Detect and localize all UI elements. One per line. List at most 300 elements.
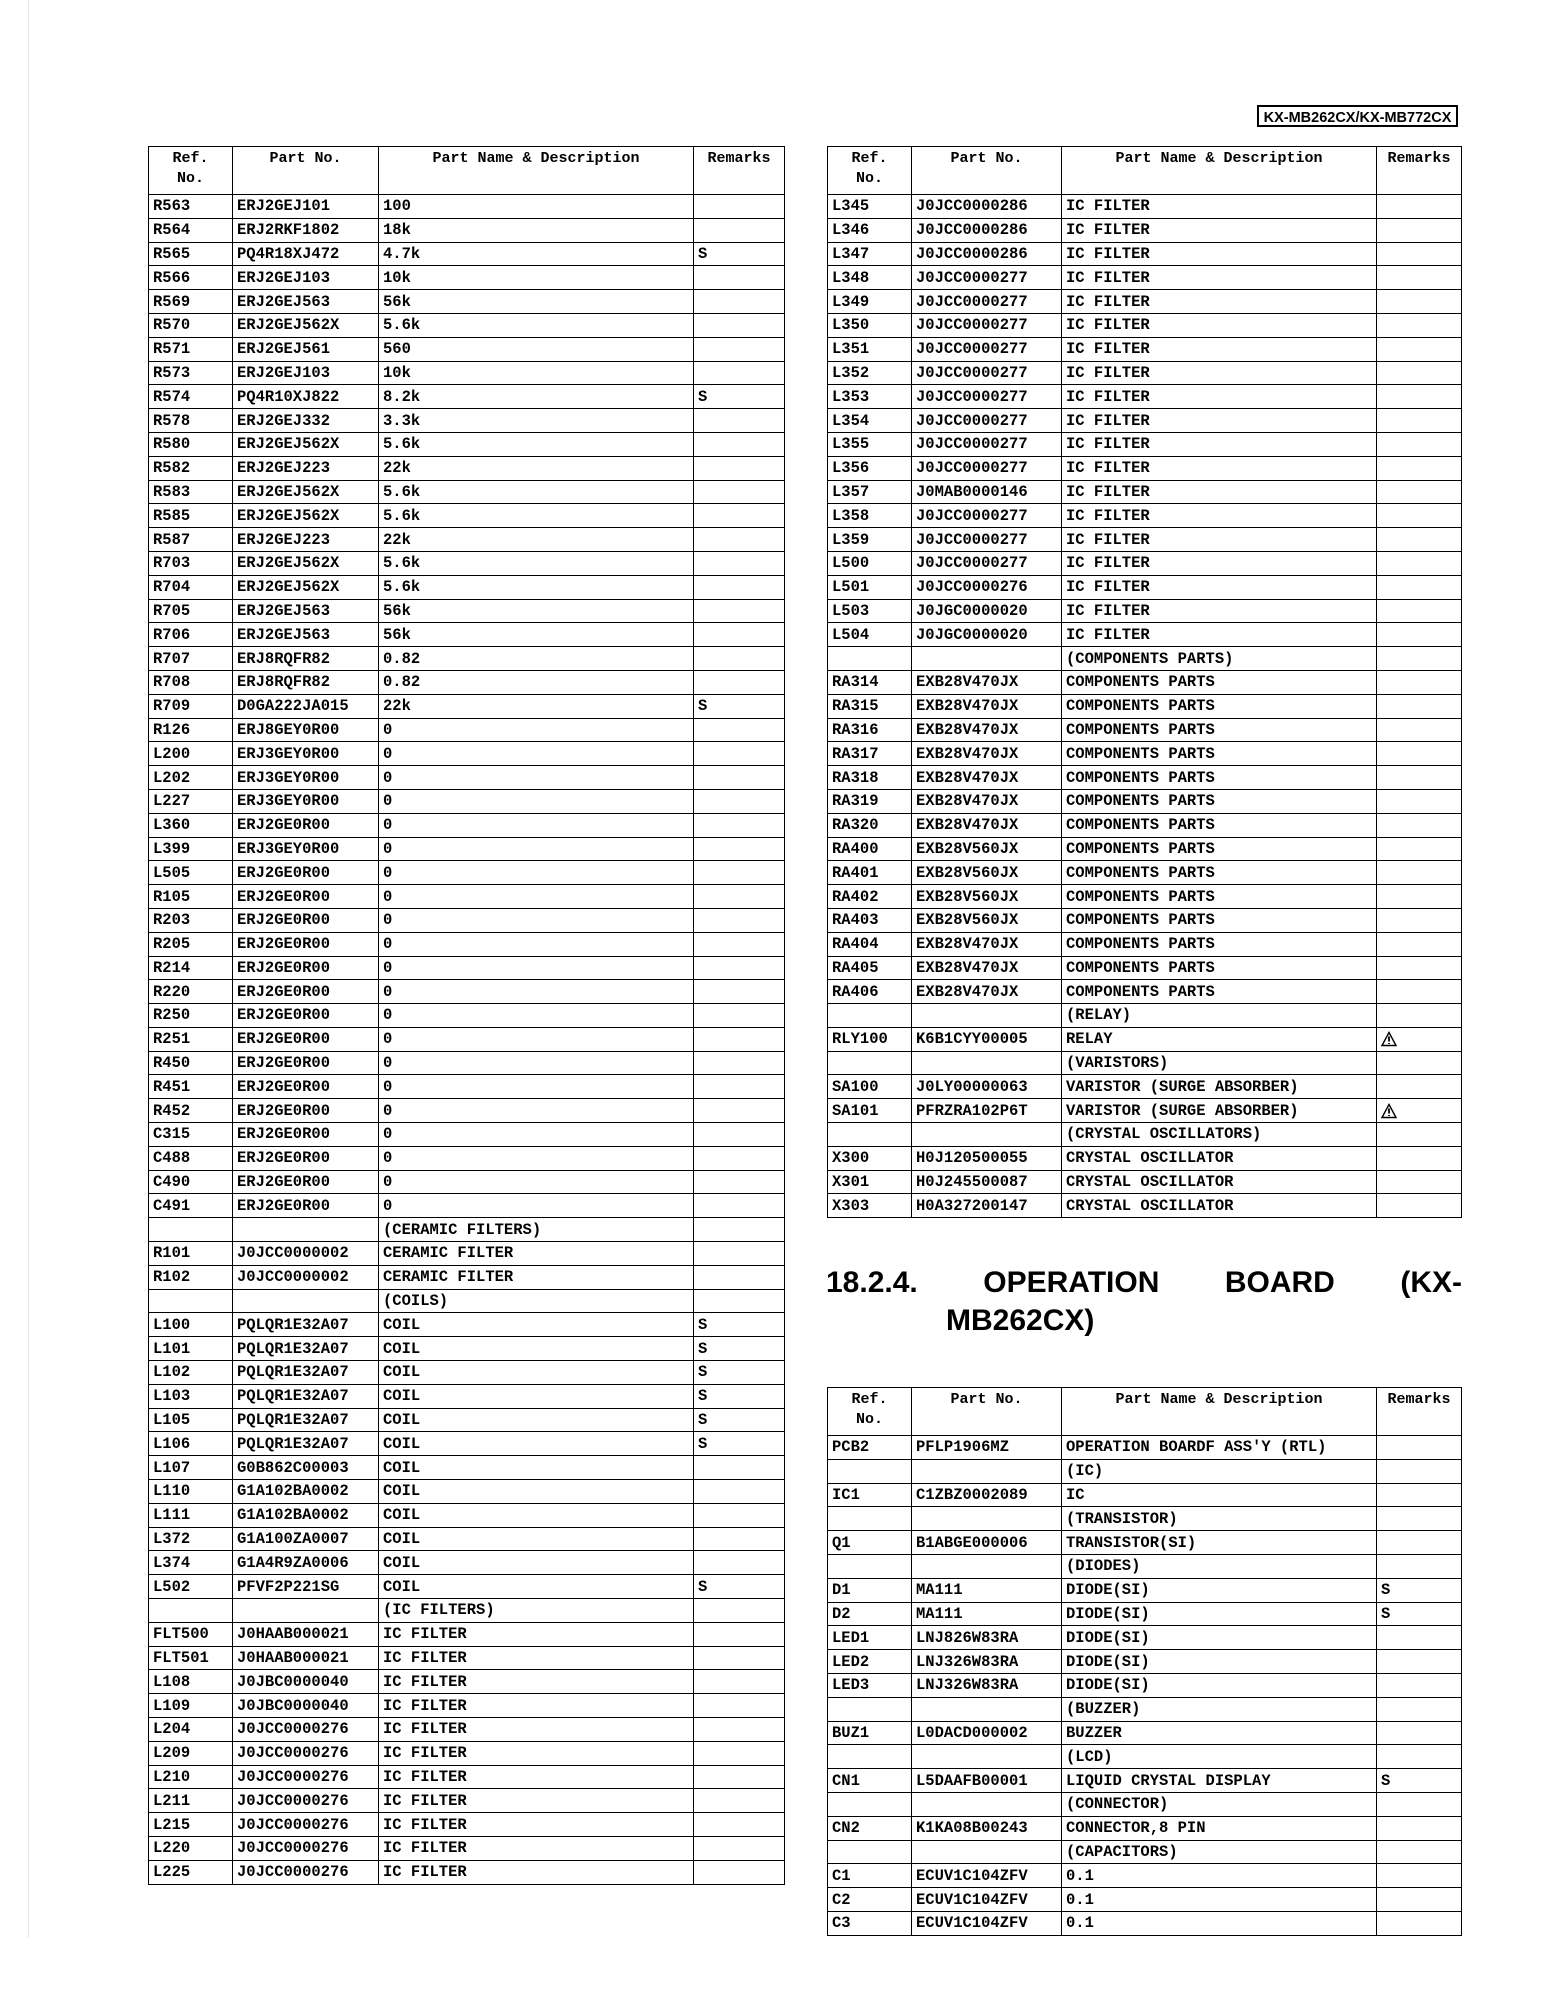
- desc-cell: COIL: [379, 1384, 694, 1408]
- ref-cell: [828, 647, 912, 671]
- desc-cell: 560: [379, 337, 694, 361]
- table-row: [149, 1123, 785, 1147]
- ref-cell: R564: [149, 218, 233, 242]
- warning-triangle-icon: [1381, 1031, 1397, 1047]
- desc-cell: DIODE(SI): [1062, 1602, 1377, 1626]
- table-row: [149, 551, 785, 575]
- remarks-cell: [694, 1694, 785, 1718]
- remarks-cell: [694, 195, 785, 219]
- remarks-cell: [694, 1741, 785, 1765]
- table-row: [149, 789, 785, 813]
- desc-cell: IC FILTER: [1062, 432, 1377, 456]
- table-row: [149, 1004, 785, 1028]
- desc-cell: IC FILTER: [1062, 266, 1377, 290]
- table-row: [828, 1483, 1462, 1507]
- table-row: [149, 290, 785, 314]
- remarks-cell: [1377, 885, 1462, 909]
- table-row: [828, 789, 1462, 813]
- ref-cell: L204: [149, 1718, 233, 1742]
- partno-cell: ERJ8RQFR82: [233, 670, 379, 694]
- desc-cell: IC FILTER: [379, 1646, 694, 1670]
- desc-cell: COIL: [379, 1408, 694, 1432]
- partno-cell: [912, 1004, 1062, 1028]
- table-row: [149, 1408, 785, 1432]
- desc-cell: IC FILTER: [379, 1765, 694, 1789]
- table-row: [149, 528, 785, 552]
- desc-cell: IC FILTER: [379, 1813, 694, 1837]
- ref-cell: R563: [149, 195, 233, 219]
- remarks-cell: [1377, 1194, 1462, 1218]
- partno-cell: J0HAAB000021: [233, 1622, 379, 1646]
- ref-cell: L225: [149, 1860, 233, 1884]
- partno-cell: J0JCC0000277: [912, 266, 1062, 290]
- ref-cell: FLT501: [149, 1646, 233, 1670]
- ref-cell: LED1: [828, 1626, 912, 1650]
- table-row: [828, 290, 1462, 314]
- desc-cell: (RELAY): [1062, 1004, 1377, 1028]
- desc-cell: VARISTOR (SURGE ABSORBER): [1062, 1075, 1377, 1099]
- desc-cell: COIL: [379, 1361, 694, 1385]
- partno-cell: J0JCC0000276: [233, 1741, 379, 1765]
- table-header: [828, 1388, 1462, 1436]
- partno-cell: ECUV1C104ZFV: [912, 1864, 1062, 1888]
- table-row: [828, 1554, 1462, 1578]
- desc-cell: CERAMIC FILTER: [379, 1242, 694, 1266]
- partno-cell: ERJ2GEJ562X: [233, 432, 379, 456]
- partno-cell: ERJ2GE0R00: [233, 956, 379, 980]
- table-row: [828, 1888, 1462, 1912]
- table-row: [149, 1456, 785, 1480]
- remarks-cell: [1377, 1459, 1462, 1483]
- remarks-cell: [694, 1075, 785, 1099]
- desc-cell: 0: [379, 1194, 694, 1218]
- desc-cell: IC FILTER: [1062, 528, 1377, 552]
- partno-cell: ERJ2GE0R00: [233, 1075, 379, 1099]
- table-row: [828, 1123, 1462, 1147]
- partno-cell: J0JBC0000040: [233, 1694, 379, 1718]
- desc-cell: IC FILTER: [379, 1670, 694, 1694]
- table-row: [149, 718, 785, 742]
- remarks-cell: [1377, 1721, 1462, 1745]
- partno-cell: ERJ2GE0R00: [233, 1027, 379, 1051]
- remarks-cell: [1377, 1745, 1462, 1769]
- desc-cell: 3.3k: [379, 409, 694, 433]
- ref-cell: RA319: [828, 789, 912, 813]
- remarks-cell: [694, 861, 785, 885]
- remarks-cell: [694, 908, 785, 932]
- table-row: [828, 599, 1462, 623]
- ref-cell: R203: [149, 908, 233, 932]
- ref-cell: R706: [149, 623, 233, 647]
- desc-cell: COMPONENTS PARTS: [1062, 837, 1377, 861]
- partno-cell: J0JCC0000002: [233, 1242, 379, 1266]
- partno-cell: J0LY00000063: [912, 1075, 1062, 1099]
- desc-cell: IC FILTER: [1062, 551, 1377, 575]
- ref-cell: LED2: [828, 1650, 912, 1674]
- ref-cell: R101: [149, 1242, 233, 1266]
- ref-cell: R569: [149, 290, 233, 314]
- remarks-cell: [1377, 599, 1462, 623]
- table-row: [149, 504, 785, 528]
- ref-cell: [828, 1840, 912, 1864]
- ref-cell: L110: [149, 1480, 233, 1504]
- remarks-cell: [694, 575, 785, 599]
- partno-cell: EXB28V560JX: [912, 908, 1062, 932]
- remarks-cell: S: [694, 1432, 785, 1456]
- desc-cell: COIL: [379, 1575, 694, 1599]
- remarks-cell: [694, 1670, 785, 1694]
- remarks-cell: [694, 1551, 785, 1575]
- table-row: [828, 647, 1462, 671]
- ref-cell: L504: [828, 623, 912, 647]
- remarks-cell: S: [1377, 1578, 1462, 1602]
- table-row: [828, 313, 1462, 337]
- remarks-cell: [1377, 290, 1462, 314]
- partno-cell: ERJ2GE0R00: [233, 813, 379, 837]
- remarks-cell: [694, 1194, 785, 1218]
- partno-cell: ERJ8RQFR82: [233, 647, 379, 671]
- remarks-cell: [694, 718, 785, 742]
- desc-cell: 18k: [379, 218, 694, 242]
- remarks-cell: [1377, 956, 1462, 980]
- ref-cell: [828, 1554, 912, 1578]
- table-row: [149, 1337, 785, 1361]
- ref-cell: X301: [828, 1170, 912, 1194]
- desc-cell: COIL: [379, 1313, 694, 1337]
- partno-cell: K6B1CYY00005: [912, 1027, 1062, 1051]
- partno-cell: EXB28V470JX: [912, 694, 1062, 718]
- ref-cell: L349: [828, 290, 912, 314]
- remarks-cell: [694, 1527, 785, 1551]
- remarks-cell: [694, 1027, 785, 1051]
- desc-cell: 0: [379, 1051, 694, 1075]
- col-partno-header: Part No.: [912, 147, 1062, 195]
- table-row: [828, 1816, 1462, 1840]
- remarks-cell: [1377, 670, 1462, 694]
- ref-cell: R565: [149, 242, 233, 266]
- table-row: [149, 1646, 785, 1670]
- desc-cell: CRYSTAL OSCILLATOR: [1062, 1194, 1377, 1218]
- partno-cell: J0JCC0000276: [233, 1765, 379, 1789]
- partno-cell: H0J245500087: [912, 1170, 1062, 1194]
- partno-cell: PQLQR1E32A07: [233, 1313, 379, 1337]
- table-row: [149, 242, 785, 266]
- desc-cell: 0: [379, 718, 694, 742]
- partno-cell: ERJ2GEJ562X: [233, 504, 379, 528]
- table-row: [149, 1527, 785, 1551]
- desc-cell: 0: [379, 837, 694, 861]
- remarks-cell: [694, 789, 785, 813]
- desc-cell: COMPONENTS PARTS: [1062, 742, 1377, 766]
- ref-cell: R214: [149, 956, 233, 980]
- remarks-cell: S: [694, 1384, 785, 1408]
- ref-cell: L210: [149, 1765, 233, 1789]
- ref-cell: L108: [149, 1670, 233, 1694]
- partno-cell: ERJ2GE0R00: [233, 1170, 379, 1194]
- ref-cell: L350: [828, 313, 912, 337]
- ref-cell: R585: [149, 504, 233, 528]
- ref-cell: L346: [828, 218, 912, 242]
- table-row: [149, 1170, 785, 1194]
- remarks-cell: [1377, 242, 1462, 266]
- ref-cell: RA405: [828, 956, 912, 980]
- table-row: [828, 1051, 1462, 1075]
- partno-cell: PQLQR1E32A07: [233, 1432, 379, 1456]
- desc-cell: IC FILTER: [1062, 337, 1377, 361]
- table-row: [149, 956, 785, 980]
- ref-cell: L503: [828, 599, 912, 623]
- table-row: [149, 1289, 785, 1313]
- remarks-cell: [1377, 504, 1462, 528]
- model-number-box: KX-MB262CX/KX-MB772CX: [1257, 105, 1458, 127]
- col-ref-header: Ref. No.: [149, 147, 233, 195]
- ref-cell: L357: [828, 480, 912, 504]
- remarks-cell: S: [694, 694, 785, 718]
- desc-cell: CRYSTAL OSCILLATOR: [1062, 1170, 1377, 1194]
- desc-cell: COMPONENTS PARTS: [1062, 861, 1377, 885]
- ref-cell: R580: [149, 432, 233, 456]
- desc-cell: 5.6k: [379, 504, 694, 528]
- table-row: [149, 432, 785, 456]
- remarks-cell: [694, 1218, 785, 1242]
- partno-cell: ERJ2GEJ563: [233, 290, 379, 314]
- section-number: 18.2.4.: [826, 1266, 918, 1299]
- desc-cell: COIL: [379, 1456, 694, 1480]
- partno-cell: [912, 1051, 1062, 1075]
- table-row: [828, 456, 1462, 480]
- remarks-cell: [694, 290, 785, 314]
- remarks-cell: [694, 932, 785, 956]
- section-word-kx: (KX-: [1400, 1266, 1462, 1299]
- desc-cell: COIL: [379, 1503, 694, 1527]
- remarks-cell: [1377, 1816, 1462, 1840]
- desc-cell: (BUZZER): [1062, 1697, 1377, 1721]
- ref-cell: X300: [828, 1146, 912, 1170]
- col-desc-header: Part Name & Description: [1062, 147, 1377, 195]
- desc-cell: 0: [379, 1170, 694, 1194]
- desc-cell: 0: [379, 766, 694, 790]
- partno-cell: L0DACD000002: [912, 1721, 1062, 1745]
- table-row: [828, 337, 1462, 361]
- ref-cell: R220: [149, 980, 233, 1004]
- table-row: [149, 1099, 785, 1123]
- partno-cell: ERJ2GEJ101: [233, 195, 379, 219]
- remarks-cell: [694, 1004, 785, 1028]
- col-desc-header: Part Name & Description: [1062, 1388, 1377, 1436]
- partno-cell: ERJ2GEJ563: [233, 599, 379, 623]
- table-row: [149, 861, 785, 885]
- desc-cell: 56k: [379, 623, 694, 647]
- desc-cell: IC FILTER: [379, 1836, 694, 1860]
- desc-cell: COMPONENTS PARTS: [1062, 908, 1377, 932]
- remarks-cell: [1377, 195, 1462, 219]
- ref-cell: L500: [828, 551, 912, 575]
- table-row: [828, 242, 1462, 266]
- table-row: [149, 980, 785, 1004]
- table-row: [149, 932, 785, 956]
- remarks-cell: [1377, 1531, 1462, 1555]
- ref-cell: [828, 1745, 912, 1769]
- col-partno-header: Part No.: [233, 147, 379, 195]
- table-row: [828, 361, 1462, 385]
- partno-cell: [912, 1840, 1062, 1864]
- partno-cell: J0JCC0000276: [233, 1813, 379, 1837]
- ref-cell: [828, 1051, 912, 1075]
- partno-cell: ERJ2GE0R00: [233, 861, 379, 885]
- remarks-cell: [1377, 1123, 1462, 1147]
- partno-cell: [912, 1507, 1062, 1531]
- remarks-cell: [694, 266, 785, 290]
- ref-cell: [828, 1459, 912, 1483]
- table-row: [149, 1027, 785, 1051]
- table-row: [149, 195, 785, 219]
- partno-cell: ERJ2GE0R00: [233, 885, 379, 909]
- desc-cell: VARISTOR (SURGE ABSORBER): [1062, 1099, 1377, 1123]
- desc-cell: 0: [379, 1146, 694, 1170]
- partno-cell: J0JCC0000276: [233, 1718, 379, 1742]
- remarks-cell: [1377, 1436, 1462, 1460]
- table-row: [828, 908, 1462, 932]
- desc-cell: COIL: [379, 1432, 694, 1456]
- ref-cell: RA401: [828, 861, 912, 885]
- partno-cell: [233, 1289, 379, 1313]
- partno-cell: ERJ2RKF1802: [233, 218, 379, 242]
- partno-cell: J0JCC0000286: [912, 195, 1062, 219]
- table-row: [828, 575, 1462, 599]
- remarks-cell: [1377, 361, 1462, 385]
- table-row: [149, 1575, 785, 1599]
- partno-cell: MA111: [912, 1578, 1062, 1602]
- partno-cell: PQLQR1E32A07: [233, 1361, 379, 1385]
- ref-cell: FLT500: [149, 1622, 233, 1646]
- ref-cell: R704: [149, 575, 233, 599]
- ref-cell: R703: [149, 551, 233, 575]
- desc-cell: 0: [379, 980, 694, 1004]
- desc-cell: 5.6k: [379, 551, 694, 575]
- ref-cell: C491: [149, 1194, 233, 1218]
- ref-cell: L372: [149, 1527, 233, 1551]
- remarks-cell: [694, 1456, 785, 1480]
- partno-cell: [912, 1554, 1062, 1578]
- desc-cell: COMPONENTS PARTS: [1062, 766, 1377, 790]
- partno-cell: J0JCC0000277: [912, 504, 1062, 528]
- desc-cell: IC FILTER: [1062, 218, 1377, 242]
- remarks-cell: [694, 766, 785, 790]
- desc-cell: IC: [1062, 1483, 1377, 1507]
- table-row: [149, 337, 785, 361]
- partno-cell: ERJ3GEY0R00: [233, 742, 379, 766]
- desc-cell: 0.1: [1062, 1864, 1377, 1888]
- remarks-cell: [1377, 694, 1462, 718]
- partno-cell: G1A100ZA0007: [233, 1527, 379, 1551]
- remarks-cell: S: [694, 1337, 785, 1361]
- table-row: [149, 313, 785, 337]
- partno-cell: PFVF2P221SG: [233, 1575, 379, 1599]
- table-row: [149, 1741, 785, 1765]
- table-row: [828, 1650, 1462, 1674]
- partno-cell: J0JCC0000277: [912, 337, 1062, 361]
- table-row: [149, 694, 785, 718]
- ref-cell: R707: [149, 647, 233, 671]
- remarks-cell: [1377, 409, 1462, 433]
- desc-cell: TRANSISTOR(SI): [1062, 1531, 1377, 1555]
- ref-cell: R571: [149, 337, 233, 361]
- partno-cell: [912, 1792, 1062, 1816]
- desc-cell: 0: [379, 1075, 694, 1099]
- table-row: [828, 694, 1462, 718]
- table-row: [828, 1075, 1462, 1099]
- partno-cell: ERJ2GEJ563: [233, 623, 379, 647]
- desc-cell: (TRANSISTOR): [1062, 1507, 1377, 1531]
- ref-cell: SA101: [828, 1099, 912, 1123]
- ref-cell: L111: [149, 1503, 233, 1527]
- table-row: [828, 837, 1462, 861]
- ref-cell: RA320: [828, 813, 912, 837]
- desc-cell: IC FILTER: [1062, 504, 1377, 528]
- ref-cell: CN2: [828, 1816, 912, 1840]
- desc-cell: COMPONENTS PARTS: [1062, 813, 1377, 837]
- remarks-cell: [694, 504, 785, 528]
- ref-cell: L215: [149, 1813, 233, 1837]
- remarks-cell: [1377, 932, 1462, 956]
- table-row: [828, 956, 1462, 980]
- remarks-cell: S: [1377, 1769, 1462, 1793]
- desc-cell: (IC): [1062, 1459, 1377, 1483]
- desc-cell: IC FILTER: [1062, 409, 1377, 433]
- table-row: [828, 1911, 1462, 1935]
- remarks-cell: [694, 528, 785, 552]
- partno-cell: EXB28V560JX: [912, 885, 1062, 909]
- ref-cell: RA318: [828, 766, 912, 790]
- remarks-cell: S: [694, 1575, 785, 1599]
- remarks-cell: [694, 1813, 785, 1837]
- remarks-cell: [1377, 1911, 1462, 1935]
- partno-cell: J0JCC0000277: [912, 313, 1062, 337]
- remarks-cell: [694, 456, 785, 480]
- ref-cell: R126: [149, 718, 233, 742]
- ref-cell: RA314: [828, 670, 912, 694]
- ref-cell: L501: [828, 575, 912, 599]
- remarks-cell: [1377, 908, 1462, 932]
- remarks-cell: [1377, 1673, 1462, 1697]
- ref-cell: R251: [149, 1027, 233, 1051]
- remarks-cell: [694, 1860, 785, 1884]
- partno-cell: ECUV1C104ZFV: [912, 1888, 1062, 1912]
- ref-cell: RA403: [828, 908, 912, 932]
- ref-cell: L103: [149, 1384, 233, 1408]
- desc-cell: COMPONENTS PARTS: [1062, 885, 1377, 909]
- desc-cell: COIL: [379, 1337, 694, 1361]
- table-row: [828, 1792, 1462, 1816]
- ref-cell: R705: [149, 599, 233, 623]
- remarks-cell: [694, 361, 785, 385]
- ref-cell: L200: [149, 742, 233, 766]
- ref-cell: C490: [149, 1170, 233, 1194]
- table-row: [149, 1765, 785, 1789]
- table-row: [828, 1146, 1462, 1170]
- table-row: [149, 1384, 785, 1408]
- table-row: [828, 218, 1462, 242]
- desc-cell: DIODE(SI): [1062, 1578, 1377, 1602]
- col-partno-header: Part No.: [912, 1388, 1062, 1436]
- partno-cell: ERJ2GEJ223: [233, 456, 379, 480]
- partno-cell: J0JCC0000276: [233, 1836, 379, 1860]
- table-row: [149, 456, 785, 480]
- desc-cell: COMPONENTS PARTS: [1062, 932, 1377, 956]
- desc-cell: (DIODES): [1062, 1554, 1377, 1578]
- partno-cell: ERJ2GE0R00: [233, 932, 379, 956]
- ref-cell: R452: [149, 1099, 233, 1123]
